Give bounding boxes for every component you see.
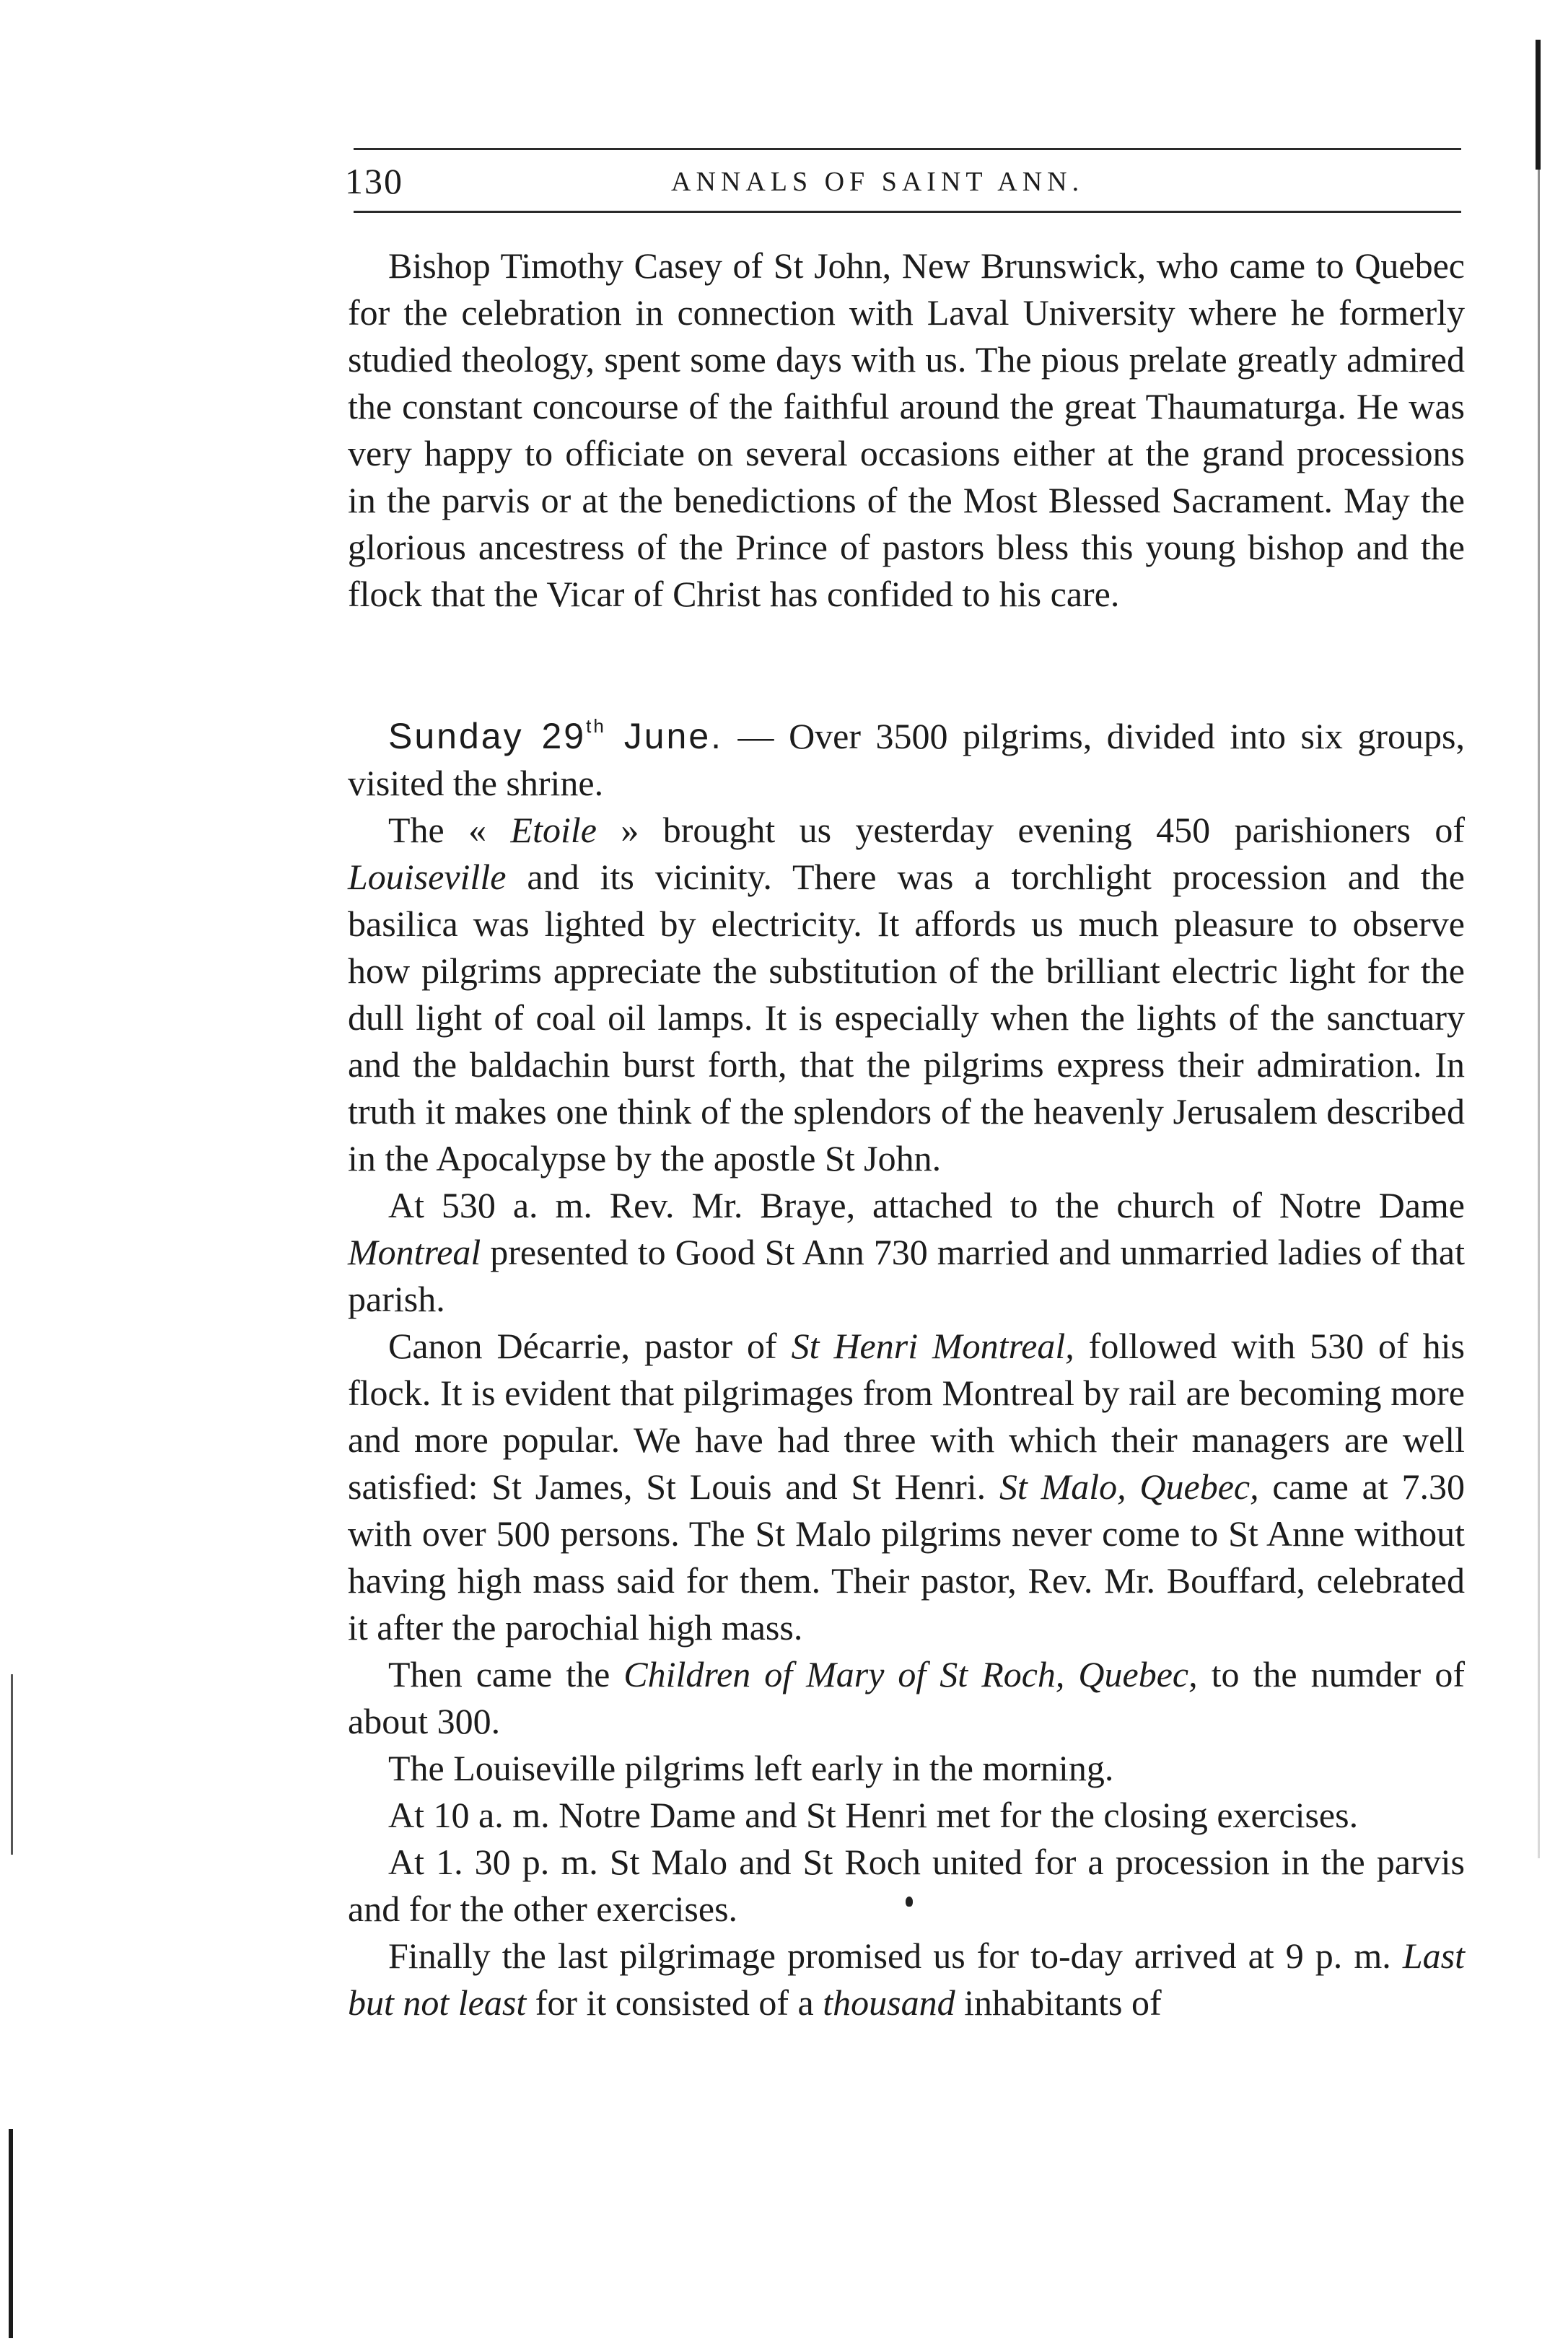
children-italic-1: Children of Mary of St Roch, Quebec, — [623, 1654, 1198, 1694]
page-number: 130 — [345, 161, 403, 201]
date-heading-month: June. — [605, 716, 724, 756]
sunday-text: — Over 3500 pilgrims, divided into six groups, visited the shrine. — [348, 716, 1465, 803]
etoile-italic-2: Louiseville — [348, 857, 507, 897]
paragraph-one-pm: At 1. 30 p. m. St Malo and St Roch united for a procession in the parvis and for the other exercises. — [348, 1842, 1465, 1929]
paragraph-children — [348, 1651, 1465, 1745]
etoile-text-1: The « — [388, 810, 511, 850]
finally-text-1: Finally the last pilgrimage promised us for to-day arrived at 9 p. m. — [388, 1935, 1403, 1976]
braye-italic-1: Montreal — [348, 1232, 481, 1272]
braye-text-2: presented to Good St Ann 730 married and unmarried ladies of that parish. — [348, 1232, 1465, 1319]
paragraph-braye — [348, 1182, 1465, 1323]
children-text-2: to the numder of about 300. — [348, 1654, 1465, 1741]
scan-edge-mark — [11, 1674, 13, 1855]
etoile-text-3: and its vicinity. There was a torchlight procession and the basilica was lighted by electricity. It affords us much pleasure to observe how pilgrims appreciate the substitution of the brilliant electric light for the dull light of coal oil lamps. It is especially when the lights of the sanctuary and the baldachin burst forth, that the pilgrims express their admiration. In truth it makes one think of the splendors of the heavenly Jerusalem described in the Apocalypse by the apostle St John. — [348, 857, 1465, 1178]
canon-italic-2: St Malo, Quebec, — [999, 1466, 1259, 1507]
braye-text-1: At 530 a. m. Rev. Mr. Braye, attached to the church of Notre Dame — [388, 1185, 1465, 1225]
finally-text-2: for it consisted of a — [526, 1982, 823, 2023]
running-title: ANNALS OF SAINT ANN. — [671, 167, 1085, 197]
date-heading — [388, 716, 723, 756]
etoile-italic-1: Etoile — [510, 810, 597, 850]
ink-spot — [906, 1897, 913, 1907]
main-text-block — [348, 713, 1465, 2026]
header-rule-bottom — [354, 211, 1461, 213]
canon-text-1: Canon Décarrie, pastor of — [388, 1326, 792, 1366]
scan-edge-line — [1538, 170, 1540, 1858]
paragraph-sunday — [348, 713, 1465, 807]
canon-text-2: followed with 530 of his flock. It is evident that pilgrimages from Montreal by rail are becoming more and more popular. We have had three with which their managers are well satisfied: St James, St Louis and St Henri. — [348, 1326, 1465, 1507]
scan-edge-shadow-left — [9, 2129, 13, 2338]
paragraph-finally — [348, 1933, 1465, 2026]
date-heading-ordinal: th — [586, 715, 606, 737]
scan-edge-shadow — [1536, 40, 1541, 170]
etoile-text-2: » brought us yesterday evening 450 parishioners of — [596, 810, 1466, 850]
paragraph-bishop: Bishop Timothy Casey of St John, New Brunswick, who came to Quebec for the celebration in connection with Laval University where he formerly studied theology, spent some days with us. The pious prelate greatly admired the constant concourse of the faithful around the great Thaumaturga. He was very happy to officiate on several occasions either at the grand processions in the parvis or at the benedictions of the Most Blessed Sacrament. May the glorious ancestress of the Prince of pastors bless this young bishop and the flock that the Vicar of Christ has confided to his care. — [348, 245, 1465, 614]
canon-text-3: came at 7.30 with over 500 persons. The St Malo pilgrims never come to St Anne without having high mass said for them. Their pastor, Rev. Mr. Bouffard, celebrated it after the parochial high mass. — [348, 1466, 1465, 1648]
finally-text-3: inhabitants of — [955, 1982, 1162, 2023]
canon-italic-1: St Henri Montreal, — [791, 1326, 1074, 1366]
paragraph-louiseville-left: The Louiseville pilgrims left early in the morning. — [388, 1748, 1114, 1788]
header-rule-top — [354, 148, 1461, 150]
paragraph-ten-am: At 10 a. m. Notre Dame and St Henri met for the closing exercises. — [388, 1795, 1359, 1835]
paragraph-canon — [348, 1323, 1465, 1651]
finally-italic-1: Last but not least — [348, 1935, 1465, 2023]
paragraph-bishop-block — [348, 242, 1465, 618]
children-text-1: Then came the — [388, 1654, 624, 1694]
finally-italic-2: thousand — [823, 1982, 955, 2023]
date-heading-main: Sunday 29 — [388, 716, 587, 756]
paragraph-etoile — [348, 807, 1465, 1182]
